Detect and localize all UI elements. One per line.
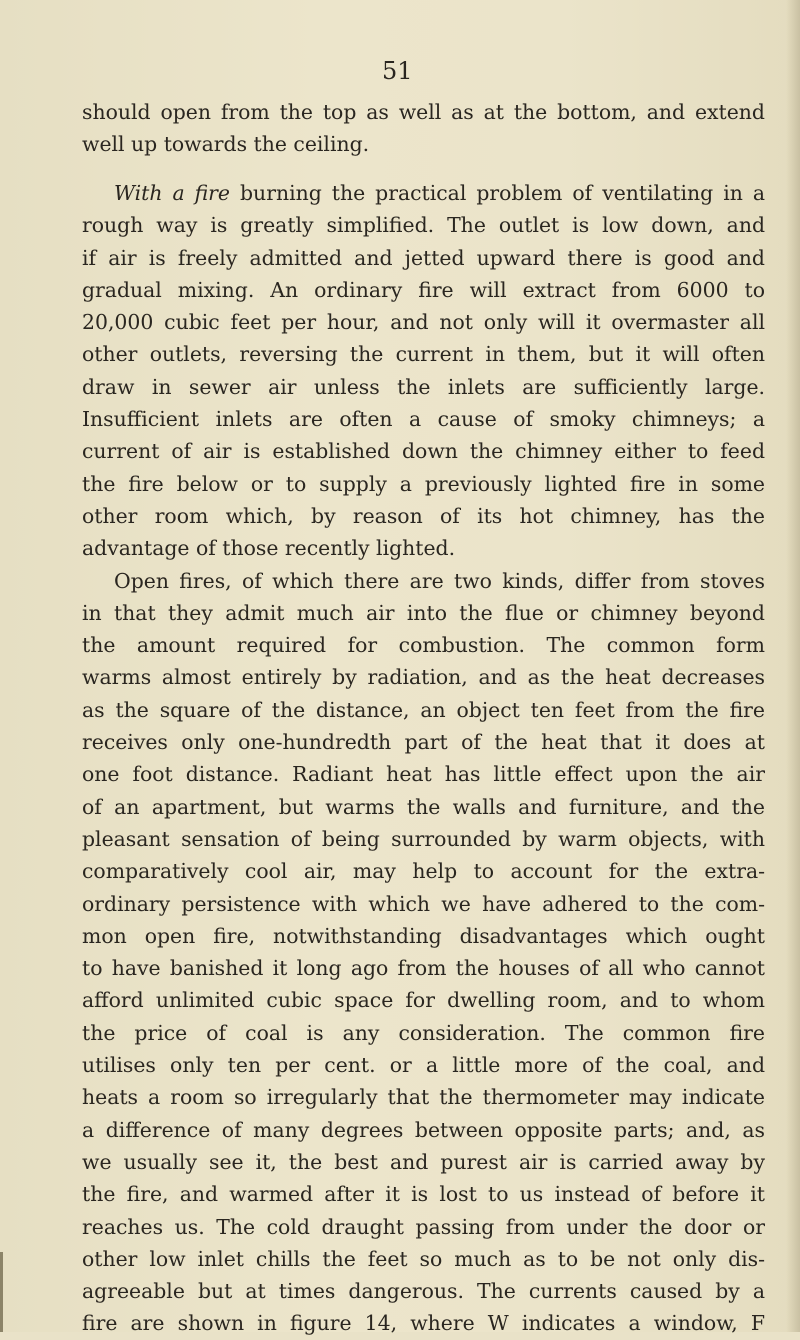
- text-line: the fire below or to supply a previously lighted fire in some: [82, 471, 765, 496]
- text-line: warms almost entirely by radiation, and as the heat decreases: [82, 665, 765, 690]
- text-line: pleasant sensation of being surrounded by warm objects, with: [82, 826, 765, 851]
- text-line: well up towards the ceiling.: [82, 132, 370, 157]
- text-line: ordinary persistence with which we have adhered to the com-: [82, 891, 765, 916]
- text-line: we usually see it, the best and purest air is carried away by: [82, 1149, 765, 1174]
- text-line: reaches us. The cold draught passing from under the door or: [82, 1214, 765, 1239]
- text-line: the amount required for combustion. The common form: [82, 633, 765, 658]
- text-line: utilises only ten per cent. or a little more of the coal, and: [82, 1053, 765, 1078]
- text-line-first: [82, 177, 765, 209]
- text-line: rough way is greatly simplified. The outlet is low down, and: [82, 213, 765, 238]
- text-line: afford unlimited cubic space for dwelling room, and to whom: [82, 988, 765, 1013]
- text-line: fire are shown in figure 14, where W indicates a window, F: [82, 1311, 765, 1336]
- text-line: as the square of the distance, an object ten feet from the fire: [82, 697, 765, 722]
- text-line: heats a room so irregularly that the thermometer may indicate: [82, 1085, 765, 1110]
- top-paragraph: [82, 96, 765, 161]
- text-line: the price of coal is any consideration. The common fire: [82, 1020, 765, 1045]
- lead-italic-phrase: With a fire: [114, 181, 231, 205]
- text-line: the fire, and warmed after it is lost to us instead of before it: [82, 1182, 765, 1207]
- text-line: comparatively cool air, may help to account for the extra-: [82, 859, 765, 884]
- text-line: a difference of many degrees between opposite parts; and, as: [82, 1117, 765, 1142]
- page-number: 51: [382, 57, 413, 85]
- page-edge-shadow: [786, 0, 800, 1332]
- text-line: Open fires, of which there are two kinds, differ from stoves: [114, 568, 765, 593]
- text-line: draw in sewer air unless the inlets are sufficiently large.: [82, 374, 765, 399]
- text-line: one foot distance. Radiant heat has little effect upon the air: [82, 762, 765, 787]
- text-line: receives only one-hundredth part of the heat that it does at: [82, 730, 765, 755]
- text-line: 20,000 cubic feet per hour, and not only will it overmaster all: [82, 310, 765, 335]
- text-line: advantage of those recently lighted.: [82, 536, 456, 561]
- text-line: should open from the top as well as at the bottom, and extend: [82, 100, 765, 124]
- text-line: of an apartment, but warms the walls and furniture, and the: [82, 794, 765, 819]
- text-line: gradual mixing. An ordinary fire will extract from 6000 to: [82, 277, 765, 302]
- text-line: Insufficient inlets are often a cause of smoky chimneys; a: [82, 407, 765, 432]
- binding-edge-mark: [0, 1252, 3, 1332]
- text-line: to have banished it long ago from the houses of all who cannot: [82, 956, 765, 981]
- text-line: mon open fire, notwithstanding disadvantages which ought: [82, 923, 765, 948]
- main-paragraph: [82, 177, 765, 1340]
- text-line: if air is freely admitted and jetted upward there is good and: [82, 245, 765, 270]
- text-line: other room which, by reason of its hot chimney, has the: [82, 503, 765, 528]
- text-line: other low inlet chills the feet so much as to be not only dis-: [82, 1246, 765, 1271]
- first-line-rest: burning the practical problem of ventilating in a: [230, 181, 765, 205]
- text-line: agreeable but at times dangerous. The currents caused by a: [82, 1279, 765, 1304]
- text-line: current of air is established down the chimney either to feed: [82, 439, 765, 464]
- text-line: other outlets, reversing the current in them, but it will often: [82, 342, 765, 367]
- text-line: in that they admit much air into the flue or chimney beyond: [82, 600, 765, 625]
